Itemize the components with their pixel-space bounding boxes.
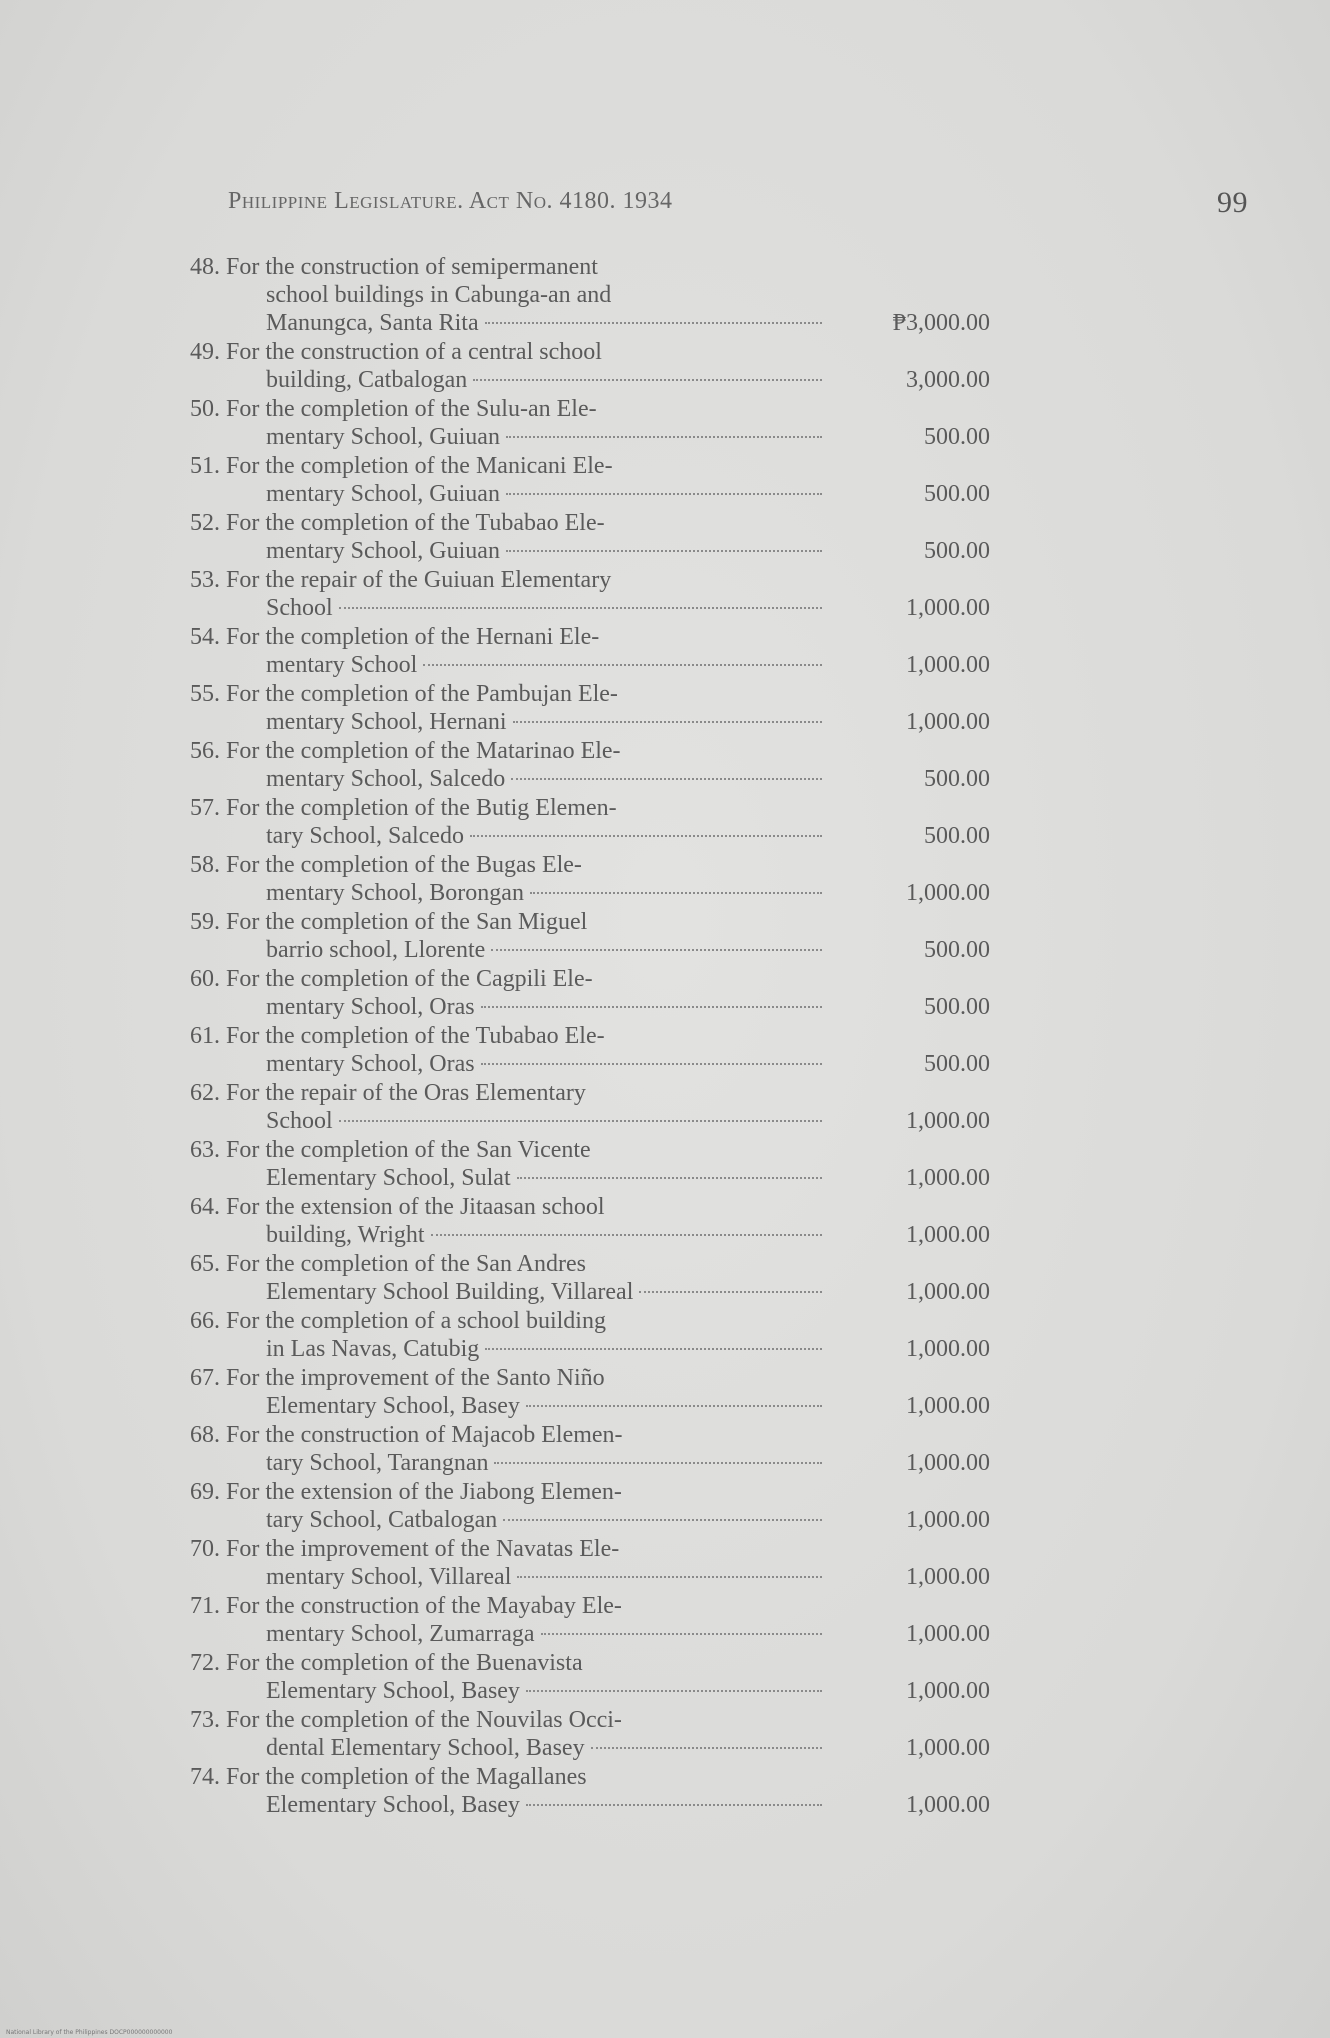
leader-dots — [526, 1690, 822, 1692]
item-number: 63. — [190, 1137, 220, 1163]
item-description-text: School — [266, 1108, 333, 1134]
list-item — [160, 452, 990, 509]
item-description-last-line — [266, 1791, 822, 1819]
list-item — [160, 680, 990, 737]
item-description-line1: For the completion of the Magallanes — [226, 1764, 587, 1790]
item-description-last-line — [266, 423, 822, 451]
item-number: 55. — [190, 681, 220, 707]
item-description-last-line — [266, 1221, 822, 1249]
item-number: 54. — [190, 624, 220, 650]
list-item — [160, 908, 990, 965]
item-description-last-line — [266, 993, 822, 1021]
list-item — [160, 1250, 990, 1307]
item-amount: 1,000.00 — [906, 1507, 990, 1533]
list-item — [160, 1421, 990, 1478]
appropriation-list — [160, 253, 990, 1820]
item-description-line1: For the completion of the Buenavista — [226, 1650, 583, 1676]
item-description-last-line — [266, 1563, 822, 1591]
item-amount: 500.00 — [924, 766, 990, 792]
item-description-line1: For the completion of the Bugas Ele- — [226, 852, 582, 878]
item-description-line1: For the repair of the Guiuan Elementary — [226, 567, 612, 593]
item-amount: 1,000.00 — [906, 652, 990, 678]
leader-dots — [513, 721, 822, 723]
item-amount: 500.00 — [924, 1051, 990, 1077]
item-number: 73. — [190, 1707, 220, 1733]
item-description-last-line — [266, 936, 822, 964]
item-number: 66. — [190, 1308, 220, 1334]
item-description-text: tary School, Tarangnan — [266, 1450, 489, 1476]
item-description-last-line — [266, 1335, 822, 1363]
list-item — [160, 1079, 990, 1136]
item-description-last-line — [266, 1620, 822, 1648]
item-number: 65. — [190, 1251, 220, 1277]
item-description-last-line — [266, 594, 822, 622]
item-description-text: mentary School, Guiuan — [266, 481, 500, 507]
leader-dots — [639, 1291, 822, 1293]
leader-dots — [526, 1804, 822, 1806]
item-number: 62. — [190, 1080, 220, 1106]
list-item — [160, 1478, 990, 1535]
item-amount: 1,000.00 — [906, 1450, 990, 1476]
item-description-line1: For the completion of the San Vicente — [226, 1137, 591, 1163]
list-item — [160, 509, 990, 566]
item-description-last-line — [266, 765, 822, 793]
leader-dots — [494, 1462, 822, 1464]
leader-dots — [481, 1006, 822, 1008]
item-description-line1: For the extension of the Jitaasan school — [226, 1194, 605, 1220]
leader-dots — [339, 1120, 822, 1122]
item-description-line1: For the completion of the San Miguel — [226, 909, 588, 935]
leader-dots — [511, 778, 822, 780]
item-number: 56. — [190, 738, 220, 764]
leader-dots — [339, 607, 822, 609]
item-number: 50. — [190, 396, 220, 422]
item-number: 67. — [190, 1365, 220, 1391]
item-description-last-line — [266, 366, 822, 394]
item-amount: 1,000.00 — [906, 709, 990, 735]
leader-dots — [591, 1747, 822, 1749]
item-description-last-line — [266, 879, 822, 907]
item-amount: 1,000.00 — [906, 1222, 990, 1248]
item-description-text: mentary School, Borongan — [266, 880, 524, 906]
list-item — [160, 1649, 990, 1706]
item-amount: ₱3,000.00 — [892, 310, 990, 336]
item-description-line1: For the improvement of the Navatas Ele- — [226, 1536, 620, 1562]
item-amount: 500.00 — [924, 481, 990, 507]
item-description-line1: For the completion of the Butig Elemen- — [226, 795, 617, 821]
item-description-last-line — [266, 1677, 822, 1705]
leader-dots — [506, 493, 822, 495]
item-amount: 1,000.00 — [906, 1393, 990, 1419]
list-item — [160, 794, 990, 851]
item-description-text: mentary School, Oras — [266, 1051, 475, 1077]
leader-dots — [491, 949, 822, 951]
item-amount: 1,000.00 — [906, 1279, 990, 1305]
item-description-text: building, Wright — [266, 1222, 425, 1248]
item-amount: 1,000.00 — [906, 1735, 990, 1761]
item-number: 74. — [190, 1764, 220, 1790]
item-description-line1: For the completion of a school building — [226, 1308, 606, 1334]
item-amount: 500.00 — [924, 823, 990, 849]
list-item — [160, 737, 990, 794]
leader-dots — [473, 379, 822, 381]
item-description-text: mentary School, Salcedo — [266, 766, 506, 792]
item-number: 51. — [190, 453, 220, 479]
item-amount: 1,000.00 — [906, 1792, 990, 1818]
item-description-text: Elementary School Building, Villareal — [266, 1279, 634, 1305]
item-description-line1: For the construction of semipermanent — [226, 254, 598, 280]
item-amount: 1,000.00 — [906, 1108, 990, 1134]
item-description-text: School — [266, 595, 333, 621]
item-description-last-line — [266, 1506, 822, 1534]
item-description-text: mentary School, Hernani — [266, 709, 507, 735]
item-description-last-line — [266, 1449, 822, 1477]
item-number: 60. — [190, 966, 220, 992]
item-description-line1: For the completion of the Pambujan Ele- — [226, 681, 618, 707]
item-description-line1: For the construction of Majacob Elemen- — [226, 1422, 623, 1448]
item-number: 61. — [190, 1023, 220, 1049]
item-description-last-line — [266, 822, 822, 850]
list-item — [160, 623, 990, 680]
leader-dots — [517, 1177, 822, 1179]
item-amount: 500.00 — [924, 424, 990, 450]
item-description-text: Elementary School, Basey — [266, 1393, 520, 1419]
item-description-line1: For the improvement of the Santo Niño — [226, 1365, 605, 1391]
leader-dots — [506, 550, 822, 552]
item-amount: 1,000.00 — [906, 1621, 990, 1647]
item-amount: 1,000.00 — [906, 1564, 990, 1590]
leader-dots — [530, 892, 822, 894]
list-item — [160, 1535, 990, 1592]
item-description-line1: For the completion of the Hernani Ele- — [226, 624, 600, 650]
leader-dots — [481, 1063, 822, 1065]
item-description-text: Elementary School, Basey — [266, 1678, 520, 1704]
item-description-line1: For the repair of the Oras Elementary — [226, 1080, 586, 1106]
item-description-text: mentary School — [266, 652, 418, 678]
list-item — [160, 566, 990, 623]
item-description-line1: For the construction of the Mayabay Ele- — [226, 1593, 622, 1619]
list-item — [160, 965, 990, 1022]
list-item — [160, 1592, 990, 1649]
leader-dots — [485, 322, 822, 324]
item-description-text: mentary School, Guiuan — [266, 538, 500, 564]
item-description-last-line — [266, 1734, 822, 1762]
item-description-text: Elementary School, Basey — [266, 1792, 520, 1818]
leader-dots — [506, 436, 822, 438]
list-item — [160, 1136, 990, 1193]
item-description-last-line — [266, 480, 822, 508]
item-description-line1: For the construction of a central school — [226, 339, 602, 365]
page-header — [228, 186, 1248, 228]
item-description-text: mentary School, Oras — [266, 994, 475, 1020]
item-description-last-line — [266, 309, 822, 337]
item-description-last-line — [266, 1050, 822, 1078]
running-title: Philippine Legislature. Act No. 4180. 1934 — [228, 188, 673, 214]
scan-footer-note: National Library of the Philippines DOCP000000000000 — [6, 2029, 173, 2036]
item-description-last-line — [266, 1164, 822, 1192]
item-description-last-line — [266, 537, 822, 565]
item-description-text: Elementary School, Sulat — [266, 1165, 511, 1191]
item-description-text: mentary School, Guiuan — [266, 424, 500, 450]
leader-dots — [470, 835, 822, 837]
item-number: 69. — [190, 1479, 220, 1505]
item-number: 48. — [190, 254, 220, 280]
item-description-line1: For the completion of the Matarinao Ele- — [226, 738, 621, 764]
item-number: 53. — [190, 567, 220, 593]
leader-dots — [517, 1576, 822, 1578]
leader-dots — [541, 1633, 822, 1635]
item-description-line1: For the completion of the Sulu-an Ele- — [226, 396, 597, 422]
item-amount: 500.00 — [924, 994, 990, 1020]
item-amount: 1,000.00 — [906, 880, 990, 906]
item-description-text: tary School, Salcedo — [266, 823, 464, 849]
item-description-text: mentary School, Villareal — [266, 1564, 512, 1590]
item-description-line1: For the completion of the Manicani Ele- — [226, 453, 613, 479]
list-item — [160, 851, 990, 908]
item-number: 58. — [190, 852, 220, 878]
item-number: 52. — [190, 510, 220, 536]
item-number: 71. — [190, 1593, 220, 1619]
item-amount: 1,000.00 — [906, 1165, 990, 1191]
list-item — [160, 1022, 990, 1079]
item-description-text: Manungca, Santa Rita — [266, 310, 479, 336]
item-description-last-line — [266, 651, 822, 679]
page-number: 99 — [1217, 186, 1248, 219]
item-description-line1: For the extension of the Jiabong Elemen- — [226, 1479, 622, 1505]
item-number: 72. — [190, 1650, 220, 1676]
item-amount: 1,000.00 — [906, 1678, 990, 1704]
item-number: 49. — [190, 339, 220, 365]
leader-dots — [526, 1405, 822, 1407]
list-item — [160, 253, 990, 338]
item-number: 59. — [190, 909, 220, 935]
item-description-text: dental Elementary School, Basey — [266, 1735, 585, 1761]
item-amount: 500.00 — [924, 538, 990, 564]
item-description-last-line — [266, 1278, 822, 1306]
item-amount: 3,000.00 — [906, 367, 990, 393]
item-description-line1: For the completion of the Cagpili Ele- — [226, 966, 593, 992]
list-item — [160, 1364, 990, 1421]
leader-dots — [485, 1348, 822, 1350]
item-description-last-line — [266, 708, 822, 736]
list-item — [160, 395, 990, 452]
item-description-last-line — [266, 1392, 822, 1420]
item-description-text: mentary School, Zumarraga — [266, 1621, 535, 1647]
item-amount: 1,000.00 — [906, 595, 990, 621]
list-item — [160, 1307, 990, 1364]
item-amount: 1,000.00 — [906, 1336, 990, 1362]
item-number: 68. — [190, 1422, 220, 1448]
item-number: 64. — [190, 1194, 220, 1220]
item-number: 70. — [190, 1536, 220, 1562]
item-description-line1: For the completion of the Tubabao Ele- — [226, 1023, 605, 1049]
item-description-text: in Las Navas, Catubig — [266, 1336, 480, 1362]
list-item — [160, 1193, 990, 1250]
item-amount: 500.00 — [924, 937, 990, 963]
list-item — [160, 338, 990, 395]
leader-dots — [423, 664, 822, 666]
item-description-last-line — [266, 1107, 822, 1135]
item-description-line1: For the completion of the San Andres — [226, 1251, 586, 1277]
item-number: 57. — [190, 795, 220, 821]
item-description-line1: For the completion of the Tubabao Ele- — [226, 510, 605, 536]
item-description-text: tary School, Catbalogan — [266, 1507, 498, 1533]
item-description-line2: school buildings in Cabunga-an and — [266, 282, 612, 308]
list-item — [160, 1763, 990, 1820]
item-description-line1: For the completion of the Nouvilas Occi- — [226, 1707, 622, 1733]
list-item — [160, 1706, 990, 1763]
item-description-text: barrio school, Llorente — [266, 937, 486, 963]
item-description-text: building, Catbalogan — [266, 367, 468, 393]
leader-dots — [503, 1519, 822, 1521]
leader-dots — [431, 1234, 822, 1236]
